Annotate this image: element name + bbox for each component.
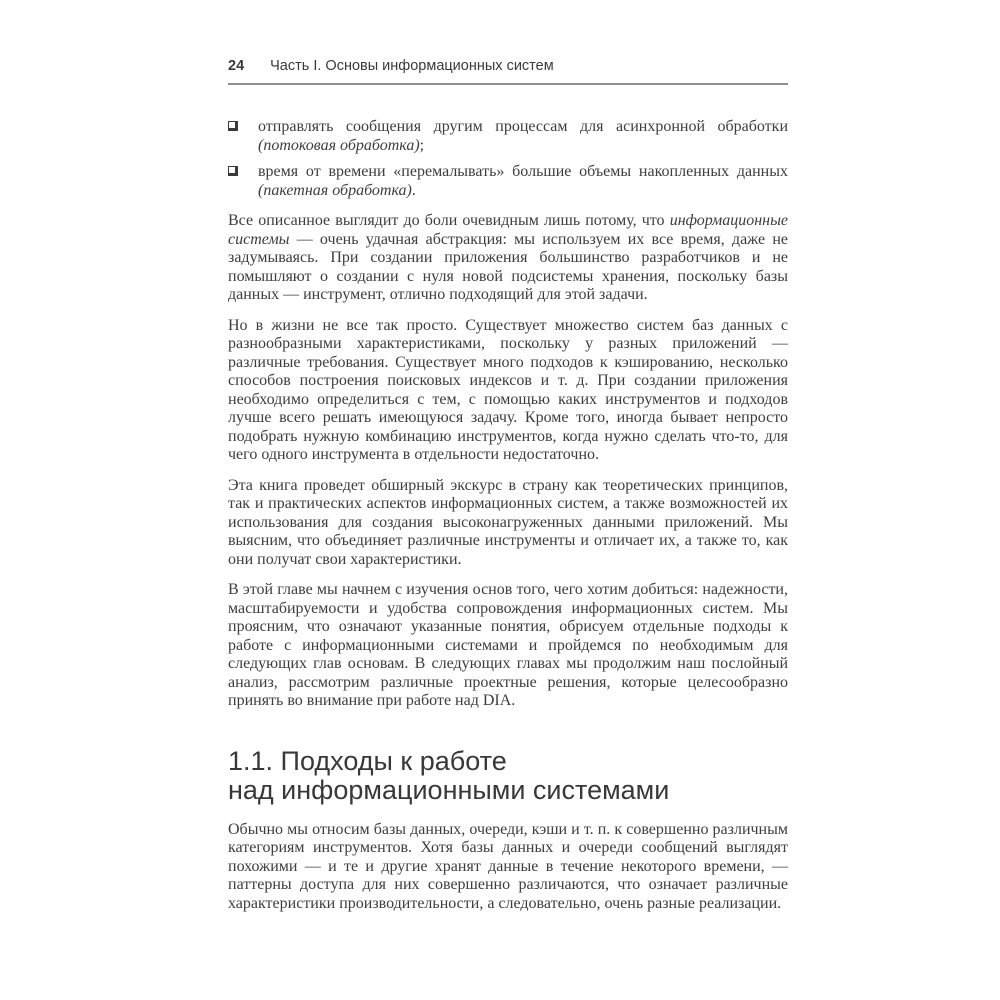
list-item-text: отправлять сообщения другим процессам для асинхронной обработки (потоковая обработка);	[258, 118, 788, 154]
list-item	[228, 118, 788, 155]
page-content	[228, 0, 788, 913]
section-heading	[228, 747, 788, 805]
paragraph: Все описанное выглядит до боли очевидным лишь потому, что информационные системы — очень удачная абстракция: мы используем их все время, даже не задумываясь. При создании приложения большинство разработчиков и не помышляют о создании с нуля новой подсистемы хранения, поскольку базы данных — инструмент, отлично подходящий для этой задачи.	[228, 212, 788, 303]
square-bullet-icon	[228, 118, 258, 155]
list-item-text: время от времени «перемалывать» большие объемы накопленных данных (пакетная обработка).	[258, 163, 788, 199]
square-bullet-icon	[228, 163, 258, 200]
list-item	[228, 163, 788, 200]
paragraph: В этой главе мы начнем с изучения основ того, чего хотим добиться: надежности, масштабируемости и удобства сопровождения информационных систем. Мы проясним, что означают указанные понятия, обрисуем отдельные подходы к работе с информационными системами и пройдемся по необходимым для следующих глав основам. В следующих главах мы продолжим наш послойный анализ, рассмотрим различные проектные решения, которые целесообразно принять во внимание при работе над DIA.	[228, 581, 788, 709]
chapter-title: Часть I. Основы информационных систем	[270, 58, 554, 74]
paragraph: Но в жизни не все так просто. Существует множество систем баз данных с разнообразными характеристиками, поскольку у разных приложений — различные требования. Существует много подходов к кэшированию, несколько способов построения поисковых индексов и т. д. При создании приложения необходимо определиться с тем, с помощью каких инструментов и подходов лучше всего решать имеющуюся задачу. Кроме того, иногда бывает непросто подобрать нужную комбинацию инструментов, когда нужно сделать что-то, для чего одного инструмента в отдельности недостаточно.	[228, 316, 788, 463]
running-header	[228, 0, 788, 85]
bullet-list	[228, 118, 788, 200]
page-number: 24	[228, 58, 245, 74]
section-heading-line: 1.1. Подходы к работе	[228, 745, 507, 776]
paragraph: Обычно мы относим базы данных, очереди, кэши и т. п. к совершенно различным категориям инструментов. Хотя базы данных и очереди сообщений выглядят похожими — и те и другие хранят данные в течение некоторого времени, — паттерны доступа для них совершенно различаются, что означает различные характеристики производительности, а следовательно, очень разные реализации.	[228, 820, 788, 912]
paragraph: Эта книга проведет обширный экскурс в страну как теоретических принципов, так и практических аспектов информационных систем, а также возможностей их использования для создания высоконагруженных данными приложений. Мы выясним, что объединяет различные инструменты и отличает их, а также то, как они получат свои характеристики.	[228, 476, 788, 568]
section-heading-line: над информационными системами	[228, 774, 670, 805]
